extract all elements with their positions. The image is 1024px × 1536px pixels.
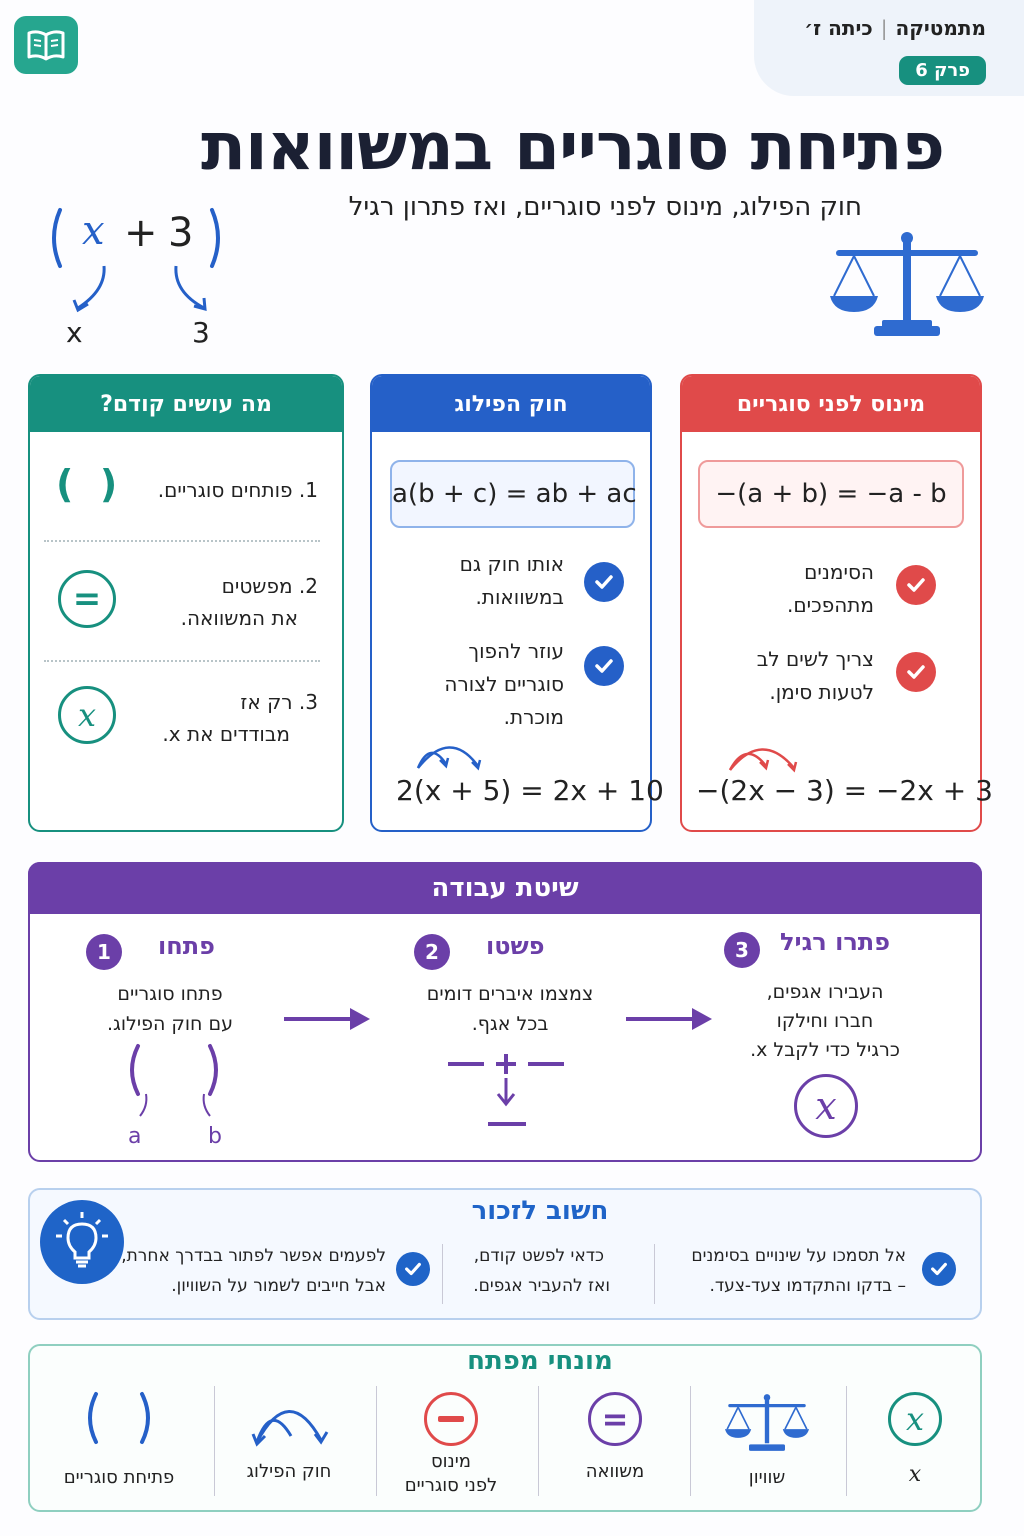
balance-scale-icon <box>722 1392 812 1452</box>
divider <box>376 1386 377 1496</box>
divider <box>538 1386 539 1496</box>
brackets-icon: ( ) <box>56 462 118 506</box>
divider <box>44 540 320 542</box>
minus-distribution-arrows-icon <box>722 740 802 774</box>
check-icon <box>896 652 936 692</box>
open-brackets-icon <box>118 1040 238 1120</box>
first-step-2a: 2. מפשטים <box>221 574 318 598</box>
subject-label: מתמטיקה <box>895 16 986 40</box>
term-label: לפני סוגריים <box>404 1475 498 1497</box>
step-line: כרגיל כדי לקבל x. <box>750 1039 900 1061</box>
remember-1-line-2: – בדקו והתקדמו צעד-צעד. <box>709 1276 906 1296</box>
method-title: שיטת עבודה <box>28 862 982 914</box>
subject-grade: מתמטיקה|כיתה ז׳ <box>804 16 986 40</box>
step-number: 1 <box>86 934 122 970</box>
term-label: x <box>908 1462 922 1487</box>
remember-1-line-1: אל תסמכו על שינויים בסימנים <box>691 1246 906 1266</box>
divider <box>690 1386 691 1496</box>
first-step-2b: את המשוואה. <box>180 606 298 630</box>
step-line: פתחו סוגריים <box>117 983 223 1005</box>
card-distribution-title: חוק הפילוג <box>372 376 650 432</box>
first-step-3b: מבודדים את x. <box>162 722 290 746</box>
term-label: מינוס <box>430 1451 472 1472</box>
minus-example: −(2x − 3) = −2x + 3 <box>696 774 993 807</box>
simplify-icon <box>446 1048 566 1132</box>
remember-3-line-2: אבל חייבים לשמור על השוויון. <box>171 1276 386 1296</box>
step-line: בכל אגף. <box>471 1013 549 1035</box>
example-out-3: 3 <box>192 316 210 349</box>
equals-icon: = <box>58 570 116 628</box>
step-1-a: a <box>128 1124 142 1149</box>
grade-label: כיתה ז׳ <box>804 16 873 40</box>
check-icon <box>396 1252 430 1286</box>
check-icon <box>922 1252 956 1286</box>
minus-formula: −(a + b) = −a - b <box>698 460 964 528</box>
step-line: עם חוק הפילוג. <box>106 1013 234 1035</box>
term-x <box>840 1382 990 1490</box>
card-first-title: מה עושים קודם? <box>30 376 342 432</box>
step-number: 3 <box>724 932 760 968</box>
check-icon <box>584 646 624 686</box>
minus-icon <box>424 1392 478 1446</box>
term-label: משוואה <box>585 1461 645 1482</box>
page-subtitle: חוק הפילוג, מינוס לפני סוגריים, ואז פתרון רגיל <box>348 192 862 222</box>
example-x: x <box>82 208 105 254</box>
term-opening-brackets <box>44 1382 194 1490</box>
distribution-formula: a(b + c) = ab + ac <box>390 460 635 528</box>
minus-point-2: צריך לשים לב לטעות סימן. <box>756 647 874 704</box>
step-line: חברו וחילקו <box>776 1010 874 1032</box>
distribution-point-1: אותו חוק גם במשוואות. <box>459 552 564 609</box>
term-label: פתיחת סוגריים <box>63 1467 175 1488</box>
distribution-arrows-icon <box>247 1396 331 1450</box>
term-distribution-law <box>214 1382 364 1484</box>
term-label: שוויון <box>748 1467 786 1488</box>
step-line: העבירו אגפים, <box>766 981 884 1003</box>
step-line: צמצמו איברים דומים <box>426 983 594 1005</box>
divider <box>846 1386 847 1496</box>
minus-point-1: הסימנים מתהפכים. <box>787 560 874 617</box>
variable-x-icon: x <box>58 686 116 744</box>
example-out-x: x <box>66 316 83 349</box>
step-number: 2 <box>414 934 450 970</box>
check-icon <box>584 562 624 602</box>
equals-icon: = <box>588 1392 642 1446</box>
remember-title: חשוב לזכור <box>471 1196 609 1226</box>
check-icon <box>896 565 936 605</box>
step-title: פתרו רגיל <box>780 928 890 956</box>
remember-3-line-1: לפעמים אפשר לפתור בבדרך אחרת, <box>121 1246 386 1266</box>
variable-x-icon: x <box>888 1392 942 1446</box>
terms-title: מונחי מפתח <box>467 1346 613 1376</box>
divider <box>214 1386 215 1496</box>
arrow-right-icon <box>284 1004 374 1034</box>
first-step-1: 1. פותחים סוגריים. <box>157 478 318 502</box>
first-step-3a: 3. רק אז <box>240 690 318 714</box>
term-equality <box>692 1382 842 1490</box>
balance-scale-icon <box>826 228 988 338</box>
lightbulb-icon <box>40 1200 124 1284</box>
term-equation <box>540 1382 690 1484</box>
distribution-point-2: עוזר להפוך סוגריים לצורה מוכרת. <box>444 639 564 729</box>
card-minus-title: מינוס לפני סוגריים <box>682 376 980 432</box>
remember-2-line-2: ואז להעביר אגפים. <box>473 1276 610 1296</box>
page-title: פתיחת סוגריים במשוואות <box>200 108 944 185</box>
step-title: פשטו <box>486 932 545 960</box>
divider <box>44 660 320 662</box>
variable-x-icon: x <box>794 1074 858 1138</box>
example-plus: + <box>124 210 158 256</box>
distribution-example: 2(x + 5) = 2x + 10 <box>396 774 664 807</box>
distribution-arrows-icon <box>410 738 490 772</box>
remember-2-line-1: כדאי לפשט קודם, <box>473 1246 604 1266</box>
brackets-icon <box>74 1388 164 1448</box>
term-label: חוק הפילוג <box>246 1461 332 1482</box>
example-3: 3 <box>168 210 194 256</box>
step-1-b: b <box>208 1124 222 1149</box>
step-title: פתחו <box>158 932 215 960</box>
chapter-badge: פרק 6 <box>899 56 986 85</box>
term-minus-before-brackets <box>376 1382 526 1499</box>
arrow-right-icon <box>626 1004 716 1034</box>
divider <box>654 1244 655 1304</box>
divider <box>442 1244 443 1304</box>
book-icon[interactable] <box>14 16 78 74</box>
